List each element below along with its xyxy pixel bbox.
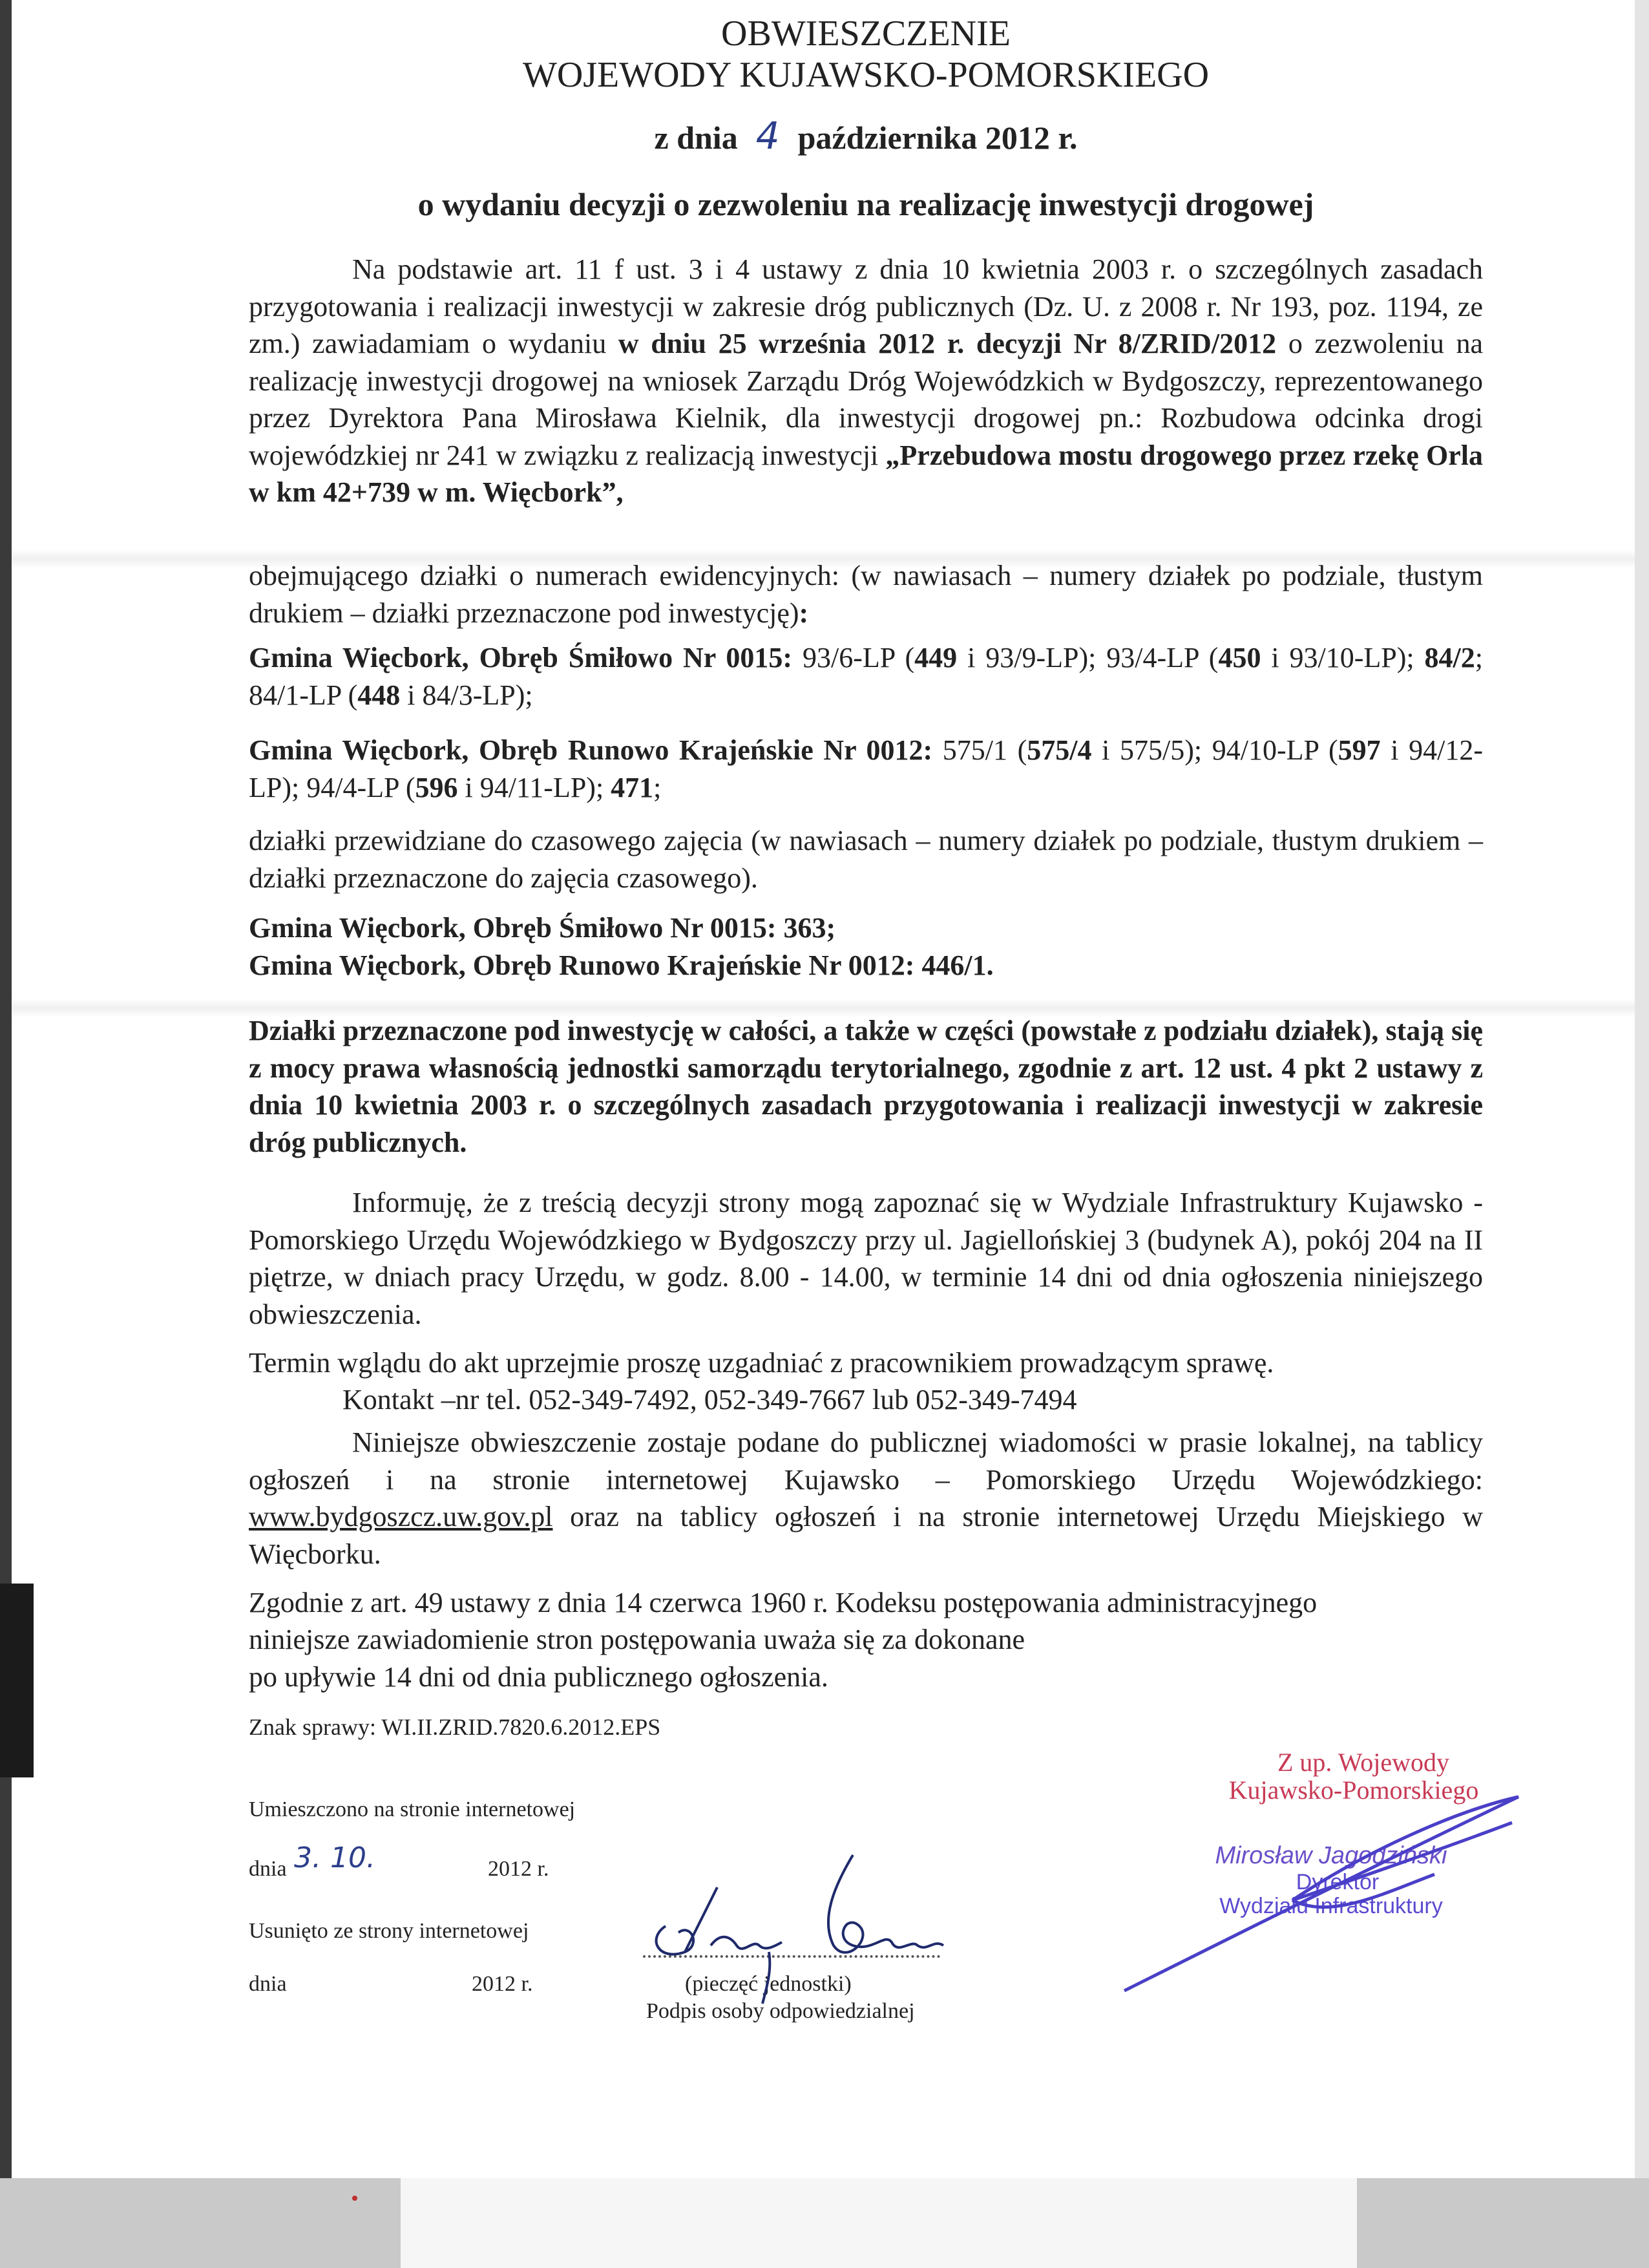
text: ; 84/1-LP ( [249,642,1483,711]
website-link[interactable]: www.bydgoszcz.uw.gov.pl [249,1501,553,1532]
text: i 575/5); 94/10-LP ( [1091,734,1338,766]
seal-label: (pieczęć jednostki) [685,1972,852,1996]
text: ; [653,771,662,803]
paragraph-temporary-plots: działki przewidziane do czasowego zajęcia (w nawiasach – numery działek po podziale, tłustym drukiem – działki przeznaczone do zajęcia czasowego). [249,825,1483,894]
plot-number: 575/4 [1027,734,1092,766]
text: i 93/9-LP); 93/4-LP ( [957,642,1219,673]
text: i 94/11-LP); [457,771,611,803]
paragraph-ownership: Działki przeznaczone pod inwestycję w całości, a także w części (powstałe z podziału działek), stają się z mocy prawa własnością jednostki samorządu terytorialnego, zgodnie z art. 12 ust. 4 pkt 2 ustawy z dnia 10 kwietnia 2003 r. o szczególnych zasadach przygotowania i realizacji inwestycji w zakresie dróg publicznych. [249,1015,1483,1158]
stamp-line-1: Z up. Wojewody [1277,1748,1449,1777]
investment-name: „Przebudowa mostu drogowego przez rzekę Orla w km 42+739 w m. Więcbork”, [249,439,1483,508]
text: i 84/3-LP); [400,679,533,711]
plot-number: 471 [611,771,654,803]
date-suffix: października 2012 r. [797,120,1078,156]
scan-edge-mark [0,1584,34,1777]
text: 575/1 ( [932,734,1027,766]
text: i 94/12-LP); 94/4-LP ( [249,734,1483,803]
stamp-department: Wydziału Infrastruktury [1219,1894,1443,1918]
text: oraz na tablicy ogłoszeń i na stronie internetowej Urzędu Miejskiego w Więcborku. [249,1501,1483,1570]
stamp-line-2: Kujawsko-Pomorskiego [1228,1775,1479,1805]
document-authority: WOJEWODY KUJAWSKO-POMORSKIEGO [522,55,1210,95]
date-day-handwritten: 4 [755,114,780,158]
date-prefix: z dnia [654,120,738,156]
plot-number: 84/2 [1424,642,1475,673]
posted-year: 2012 r. [488,1857,549,1881]
paragraph-kpa-line1: Zgodnie z art. 49 ustawy z dnia 14 czerwca 1960 r. Kodeksu postępowania administracyjnego [249,1587,1318,1618]
text: Na podstawie art. 11 f ust. 3 i 4 ustawy z dnia 10 kwietnia 2003 r. o szczególnych zasadach przygotowania i realizacji inwestycji w zakresie dróg publicznych (Dz. U. z 2008 r. Nr 193, poz. 1194, ze zm.) zawiadamiam o wydaniu [249,253,1483,359]
paragraph-inspection: Informuję, że z treścią decyzji strony mogą zapoznać się w Wydziale Infrastruktury Kujawsko - Pomorskiego Urzędu Wojewódzkiego w Bydgoszczy przy ul. Jagiellońskiej 3 (budynek A), pokój 204 na II piętrze, w dniach pracy Urzędu, w godz. 8.00 - 14.00, w terminie 14 dni od dnia ogłoszenia niniejszego obwieszczenia. [249,1187,1483,1330]
plot-number: 596 [415,771,458,803]
plot-number: 448 [357,679,401,711]
contact-phones: Kontakt –nr tel. 052-349-7492, 052-349-7667 lub 052-349-7494 [342,1384,1077,1415]
document-date [249,115,1483,158]
temporary-plots-runowo: Gmina Więcbork, Obręb Runowo Krajeńskie Nr 0012: 446/1. [249,949,994,981]
scan-right-edge [1635,0,1649,2268]
plot-group-label: Gmina Więcbork, Obręb Runowo Krajeńskie Nr 0012: [249,734,933,766]
posted-label: Umieszczono na stronie internetowej [249,1797,576,1821]
text: 93/6-LP ( [792,642,915,673]
signature-label: Podpis osoby odpowiedzialnej [646,1999,915,2023]
stamp-position: Dyrektor [1296,1870,1380,1894]
posted-date-handwritten: 3. 10. [294,1841,375,1874]
scan-left-edge [0,0,12,2268]
handwritten-signature-icon [640,1849,963,2017]
paragraph-plots-intro [249,557,1483,631]
document-subject: o wydaniu decyzji o zezwoleniu na realizację inwestycji drogowej [417,186,1314,222]
removed-dnia: dnia [249,1972,287,1996]
scan-dot [352,2196,357,2201]
plot-number: 597 [1338,734,1381,766]
decision-number: w dniu 25 września 2012 r. decyzji Nr 8/ZRID/2012 [618,328,1277,359]
paragraph-kpa-line3: po upływie 14 dni od dnia publicznego ogłoszenia. [249,1661,828,1693]
scan-bottom-paper [401,2178,1357,2268]
stamp-name: Mirosław Jagodziński [1215,1842,1447,1869]
paragraph-kpa-line2: niniejsze zawiadomienie stron postępowania uważa się za dokonane [249,1624,1025,1655]
plot-number: 449 [914,642,958,673]
text: i 93/10-LP); [1261,642,1425,673]
plot-group-label: Gmina Więcbork, Obręb Śmiłowo Nr 0015: [249,642,793,673]
plot-number: 450 [1218,642,1261,673]
case-number: Znak sprawy: WI.II.ZRID.7820.6.2012.EPS [249,1714,661,1740]
blue-signature-icon [1098,1771,1551,2004]
paragraph-appointment: Termin wglądu do akt uprzejmie proszę uzgadniać z pracownikiem prowadzącym sprawę. [249,1347,1274,1379]
removed-label: Usunięto ze strony internetowej [249,1919,529,1943]
text: Niniejsze obwieszczenie zostaje podane do publicznej wiadomości w prasie lokalnej, na tablicy ogłoszeń i na stronie internetowej Kujawsko – Pomorskiego Urzędu Wojewódzkiego: [249,1426,1483,1496]
removed-year: 2012 r. [472,1972,533,1996]
plots-smilowo [249,639,1483,714]
paragraph-legal-basis [249,251,1483,511]
paragraph-publication [249,1424,1483,1573]
plots-runowo [249,732,1483,806]
posted-dnia: dnia [249,1857,287,1881]
text: o zezwoleniu na realizację inwestycji drogowej na wniosek Zarządu Dróg Wojewódzkich w Bydgoszczy, reprezentowanego przez Dyrektora Pana Mirosława Kielnik, dla inwestycji drogowej pn.: Rozbudowa odcinka drogi wojewódzkiej nr 241 w związku z realizacją inwestycji [249,328,1483,471]
document-title: OBWIESZCZENIE [721,14,1011,54]
temporary-plots-smilowo: Gmina Więcbork, Obręb Śmiłowo Nr 0015: 363; [249,912,836,944]
text: obejmującego działki o numerach ewidencyjnych: (w nawiasach – numery działek po podziale, tłustym drukiem – działki przeznaczone pod inwestycję) [249,560,1483,629]
text: : [799,597,809,629]
